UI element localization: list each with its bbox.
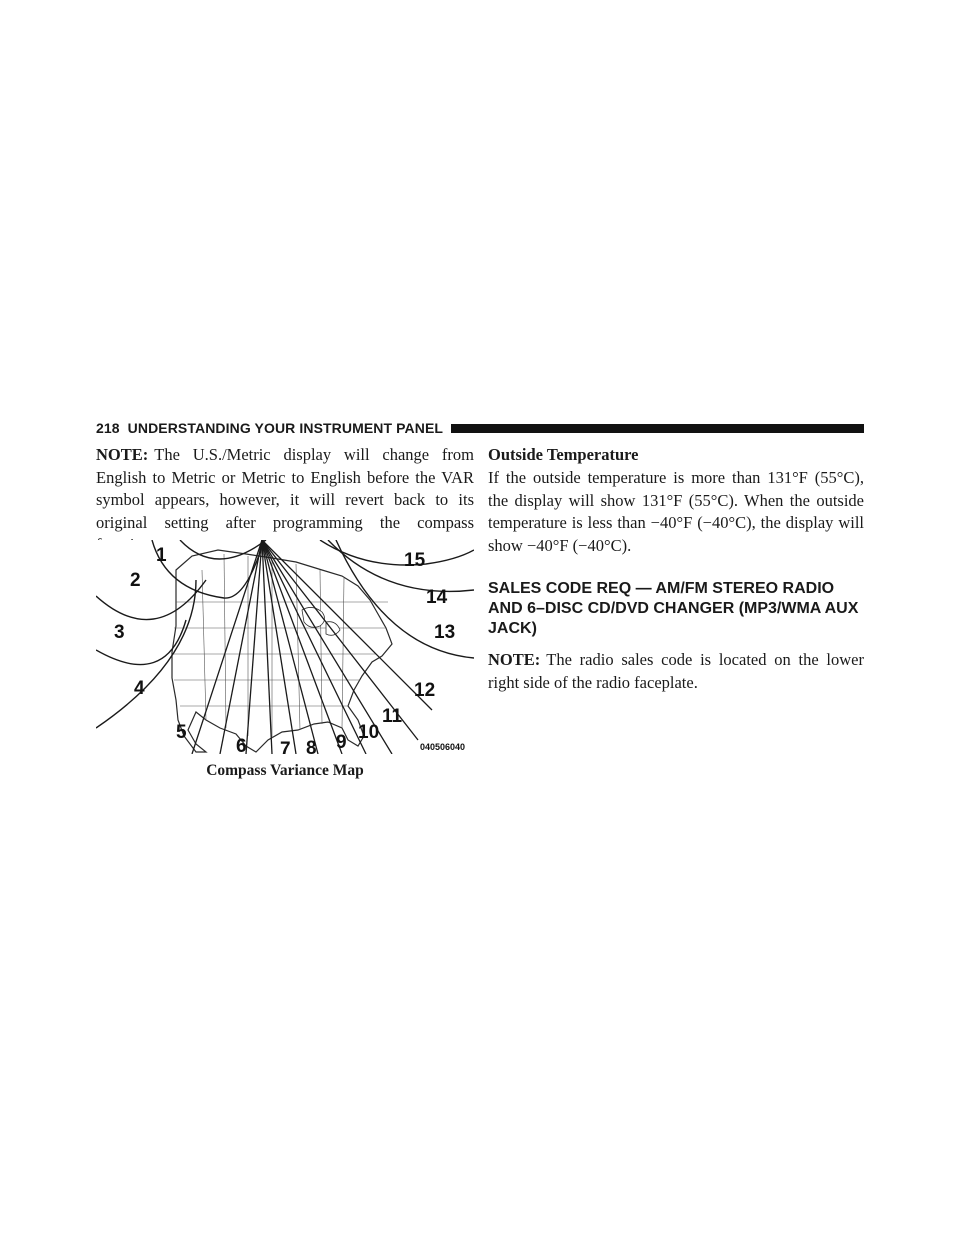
compass-variance-map xyxy=(96,540,474,754)
zone-label-7: 7 xyxy=(280,739,291,754)
page-number: 218 xyxy=(96,420,120,436)
zone-label-15: 15 xyxy=(404,550,426,571)
radio-note-label: NOTE: xyxy=(488,650,541,669)
figure-image-code: 040506040 xyxy=(420,742,466,752)
zone-label-1: 1 xyxy=(156,545,167,566)
note-text: The U.S./Metric display will change from English to Metric or Metric to English before the VAR symbol appears, however, it will revert back to its original setting after programming the compass xyxy=(96,445,474,532)
zone-label-12: 12 xyxy=(414,680,436,701)
radio-note-paragraph xyxy=(488,649,864,694)
zone-label-9: 9 xyxy=(336,732,347,753)
outside-temperature-paragraph: If the outside temperature is more than 131°F (55°C), the display will show 131°F (55°C). When the outside temperature is less than −40°F (−40°C), the display will show −40°F (−40°C). xyxy=(488,468,864,555)
zone-label-14: 14 xyxy=(426,587,448,608)
zone-label-6: 6 xyxy=(236,736,247,754)
zone-label-5: 5 xyxy=(176,722,187,743)
zone-label-4: 4 xyxy=(134,678,145,699)
page-header xyxy=(96,418,864,438)
right-column xyxy=(488,444,864,694)
outside-temperature-heading: Outside Temperature xyxy=(488,445,639,464)
zone-label-8: 8 xyxy=(306,738,317,754)
zone-label-3: 3 xyxy=(114,622,125,643)
note-label: NOTE: xyxy=(96,445,149,464)
compass-variance-map-svg xyxy=(96,540,474,754)
figure-caption: Compass Variance Map xyxy=(206,762,364,779)
page-header-text xyxy=(96,420,443,436)
header-rule xyxy=(451,424,864,433)
zone-label-11: 11 xyxy=(382,706,403,727)
radio-note-text: The radio sales code is located on the lower right side of the radio faceplate. xyxy=(488,650,864,692)
section-title: UNDERSTANDING YOUR INSTRUMENT PANEL xyxy=(127,420,444,436)
sales-code-heading: SALES CODE REQ — AM/FM STEREO RADIO AND 6–DISC CD/DVD CHANGER (MP3/WMA AUX JACK) xyxy=(488,580,859,637)
zone-label-13: 13 xyxy=(434,622,456,643)
zone-label-10: 10 xyxy=(358,722,380,743)
zone-label-2: 2 xyxy=(130,570,141,591)
